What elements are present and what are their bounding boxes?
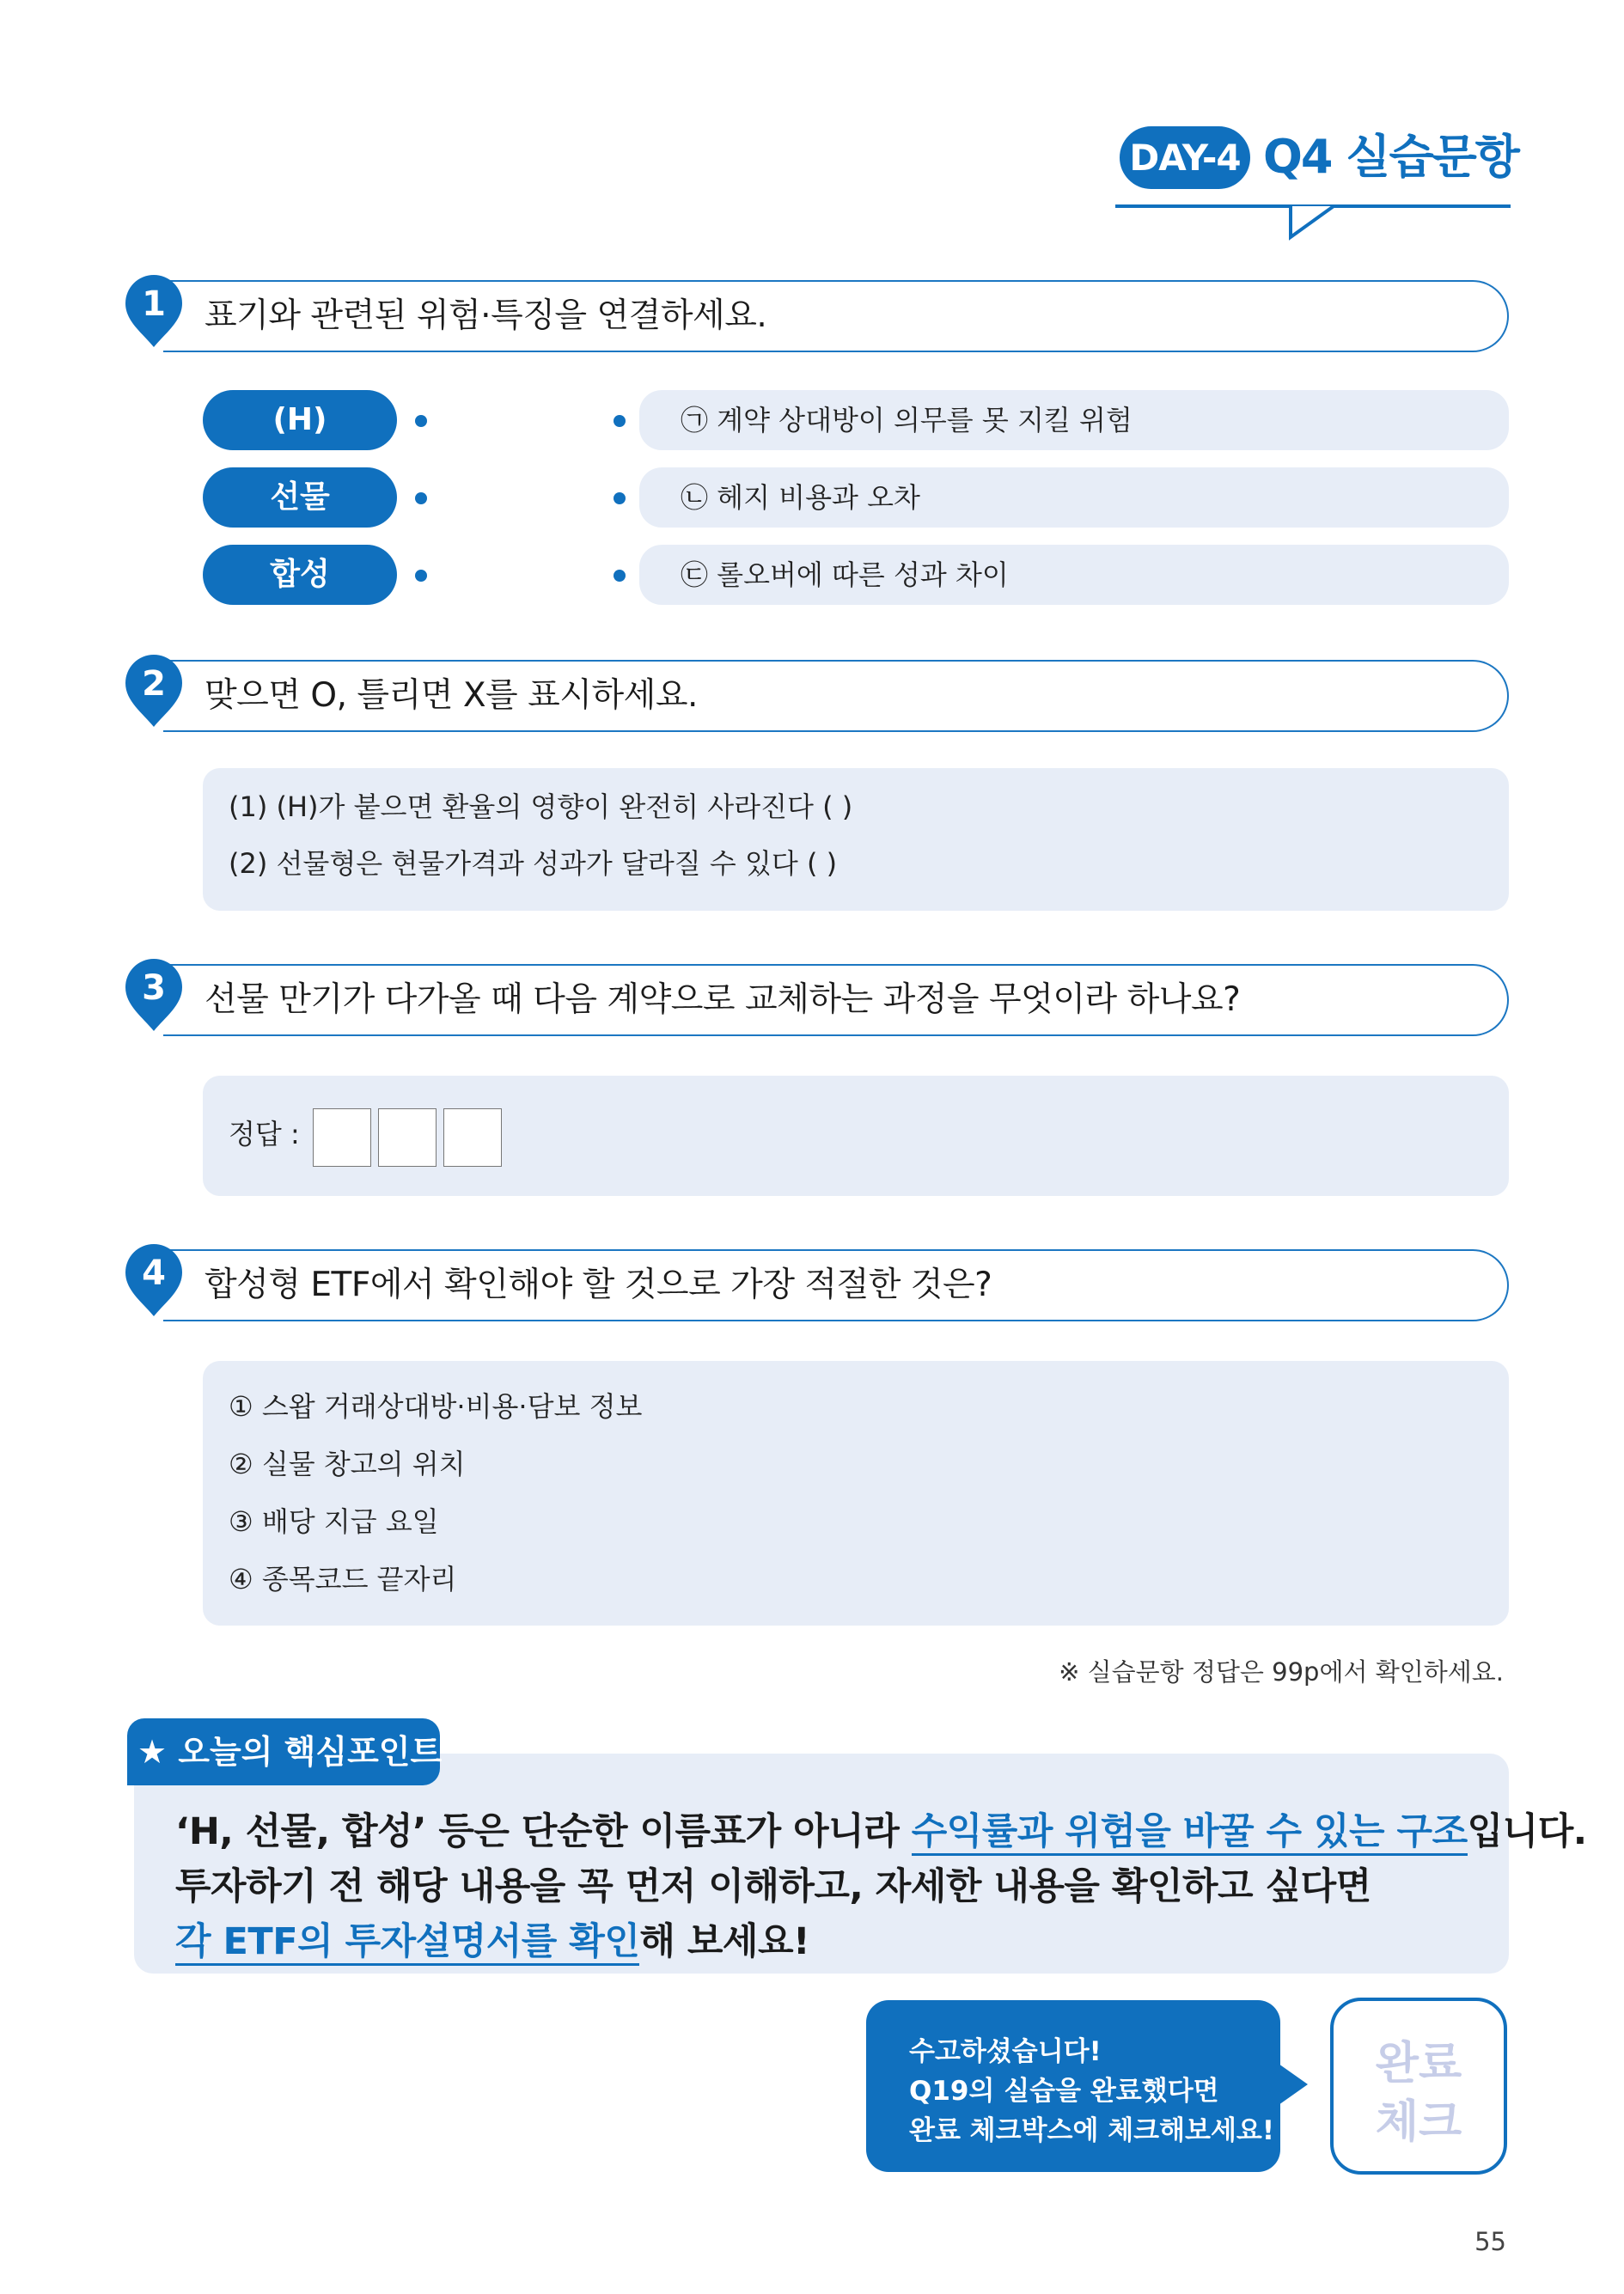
choice-1[interactable]: ① 스왑 거래상대방·비용·담보 정보: [229, 1390, 643, 1423]
completion-checkbox[interactable]: [1330, 1998, 1507, 2175]
answer-note: ※ 실습문항 정답은 99p에서 확인하세요.: [1059, 1657, 1504, 1687]
key-point-line-3: [175, 1913, 809, 1965]
key-point-tab: ★ 오늘의 핵심포인트: [127, 1718, 440, 1785]
question-3-text: 선물 만기가 다가올 때 다음 계약으로 교체하는 과정을 무엇이라 하나요?: [205, 980, 1241, 1019]
encouragement-bubble: [866, 2000, 1280, 2172]
choice-4[interactable]: ④ 종목코드 끝자리: [229, 1563, 457, 1595]
question-2-header: [163, 660, 1509, 732]
bubble-line-3: 완료 체크박스에 체크해보세요!: [909, 2115, 1275, 2146]
answer-box-3[interactable]: [443, 1108, 502, 1167]
match-dot-right-3[interactable]: [614, 570, 626, 582]
ox-item-1[interactable]: (1) (H)가 붙으면 환율의 영향이 완전히 사라진다 ( ): [229, 790, 853, 823]
bubble-line-2: Q19의 실습을 완료했다면: [909, 2076, 1219, 2107]
day-badge: DAY-4: [1120, 126, 1250, 189]
match-left-synthetic: 합성: [203, 545, 397, 605]
key-point-text: 해 보세요!: [639, 1920, 810, 1963]
match-dot-left-3[interactable]: [415, 570, 427, 582]
question-4-header: [163, 1249, 1509, 1321]
match-left-futures: 선물: [203, 467, 397, 528]
match-dot-right-2[interactable]: [614, 492, 626, 504]
question-2-text: 맞으면 O, 틀리면 X를 표시하세요.: [205, 676, 698, 715]
question-3-header: [163, 964, 1509, 1036]
choices-panel: [203, 1361, 1509, 1626]
choice-3[interactable]: ③ 배당 지급 요일: [229, 1505, 439, 1538]
key-point-highlight-2: 각 ETF의 투자설명서를 확인: [175, 1920, 639, 1966]
question-4-number: 4: [142, 1254, 166, 1293]
answer-label: 정답 :: [229, 1118, 300, 1150]
page-number: 55: [1474, 2227, 1506, 2256]
key-point-line-1: [175, 1803, 1587, 1855]
question-1-marker: [125, 275, 182, 332]
question-2-marker: [125, 655, 182, 711]
ox-item-2[interactable]: (2) 선물형은 현물가격과 성과가 달라질 수 있다 ( ): [229, 847, 838, 880]
match-dot-left-2[interactable]: [415, 492, 427, 504]
match-right-rollover: ㉢ 롤오버에 따른 성과 차이: [639, 545, 1509, 605]
question-4-marker: [125, 1244, 182, 1301]
answer-box-2[interactable]: [378, 1108, 437, 1167]
header-pointer: [1289, 204, 1340, 242]
key-point-text: ‘H, 선물, 합성’ 등은 단순한 이름표가 아니라: [175, 1810, 912, 1853]
match-left-h: (H): [203, 390, 397, 450]
match-dot-right-1[interactable]: [614, 415, 626, 427]
question-1-header: [163, 280, 1509, 352]
question-1-text: 표기와 관련된 위험·특징을 연결하세요.: [205, 296, 767, 335]
check-label-2: 체크: [1375, 2096, 1462, 2148]
question-1-number: 1: [142, 284, 166, 324]
match-dot-left-1[interactable]: [415, 415, 427, 427]
question-3-marker: [125, 959, 182, 1016]
match-right-counterparty: ㉠ 계약 상대방이 의무를 못 지킬 위험: [639, 390, 1509, 450]
check-label-1: 완료: [1375, 2038, 1462, 2090]
key-point-line-2: 투자하기 전 해당 내용을 꼭 먼저 이해하고, 자세한 내용을 확인하고 싶다면: [175, 1865, 1371, 1908]
question-4-text: 합성형 ETF에서 확인해야 할 것으로 가장 적절한 것은?: [205, 1266, 992, 1304]
bubble-line-1: 수고하셨습니다!: [909, 2036, 1102, 2067]
ox-panel: [203, 768, 1509, 911]
bubble-tip: [1279, 2064, 1308, 2105]
page-title: Q4 실습문항: [1263, 130, 1518, 184]
choice-2[interactable]: ② 실물 창고의 위치: [229, 1448, 466, 1480]
answer-panel: [203, 1076, 1509, 1196]
key-point-text: 입니다.: [1467, 1810, 1587, 1853]
match-right-hedge: ㉡ 헤지 비용과 오차: [639, 467, 1509, 528]
question-3-number: 3: [142, 968, 166, 1008]
key-point-highlight-1: 수익률과 위험을 바꿀 수 있는 구조: [912, 1810, 1468, 1856]
answer-box-1[interactable]: [313, 1108, 371, 1167]
question-2-number: 2: [142, 664, 166, 704]
